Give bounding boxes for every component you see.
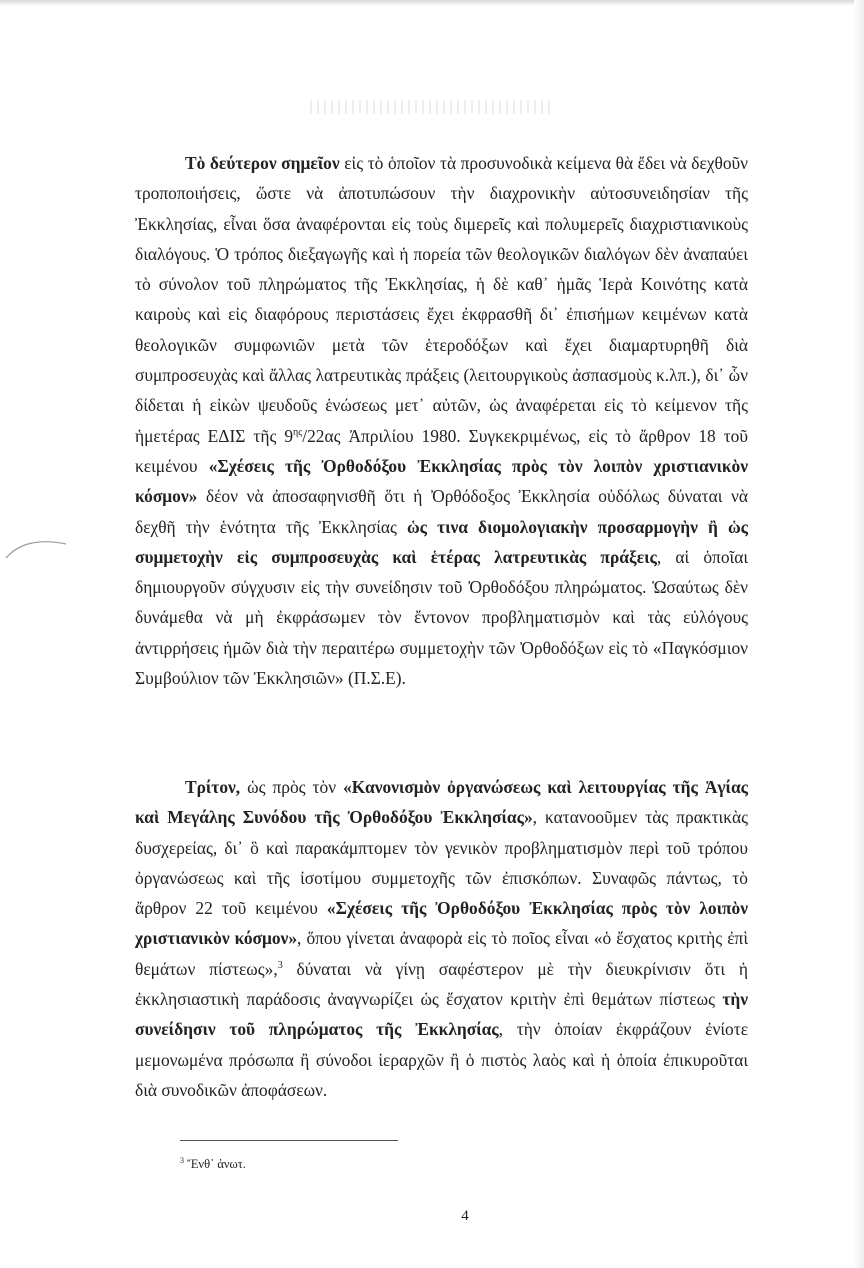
footnote-separator — [180, 1140, 398, 1141]
paragraph-regulation — [135, 772, 748, 1105]
text-run: εἰς τὸ ὁποῖον τὰ προσυνοδικὰ κείμενα θὰ ἔδει νὰ δεχθοῦν τροποποιήσεις, ὥστε νὰ ἀποτυπώσουν τὴν διαχρονικὴν αὐτοσυνειδησίαν τῆς Ἐκκλησίας, εἶναι ὅσα ἀναφέρονται εἰς τοὺς διμερεῖς καὶ πολυμερεῖς διαχριστιανικοὺς διαλόγους. Ὁ τρόπος διεξαγωγῆς καὶ ἡ πορεία τῶν θεολογικῶν διαλόγων δὲν ἀναπαύει τὸ σύνολον τοῦ πληρώματος τῆς Ἐκκλησίας, ἡ δὲ καθ᾽ ἡμᾶς Ἱερὰ Κοινότης κατὰ καιροὺς καὶ εἰς διαφόρους περιστάσεις ἔχει ἐκφρασθῆ δι᾽ ἐπισήμων κειμένων κατὰ θεολογικῶν συμφωνιῶν μετὰ τῶν ἑτεροδόξων καὶ ἔχει διαμαρτυρηθῆ διὰ συμπροσευχὰς καὶ ἄλλας λατρευτικὰς πράξεις (λειτουργικοὺς ἀσπασμοὺς κ.λπ.), δι᾽ ὧν δίδεται ἡ εἰκὼν ψευδοῦς ἑνώσεως μετ᾽ αὐτῶν, ὡς ἀναφέρεται εἰς τὸ κείμενον τῆς ἡμετέρας ΕΔΙΣ τῆς 9 — [135, 153, 748, 446]
scan-artifact — [310, 100, 550, 114]
paragraph-heading: Τρίτον, — [185, 777, 241, 797]
superscript: ης — [293, 426, 303, 438]
emphasis-run: ὡς τινα διομολογιακὴν προσαρμογὴν ἢ ὡς συμμετοχὴν εἰς συμπροσευχὰς καὶ ἑτέρας λατρευτικὰς πράξεις — [135, 516, 748, 567]
text-run: , τὴν ὁποίαν ἐκφράζουν ἐνίοτε μεμονωμένα πρόσωπα ἢ σύνοδοι ἱεραρχῶν ἢ ὁ πιστὸς λαὸς καὶ ἡ ὁποία ἐπικυροῦται διὰ συνοδικῶν ἀποφάσεων. — [135, 1019, 748, 1100]
text-run: , ὅπου γίνεται ἀναφορὰ εἰς τὸ ποῖος εἶναι «ὁ ἔσχατος κριτὴς ἐπὶ θεμάτων πίστεως», — [135, 928, 748, 979]
scan-right-edge — [854, 0, 864, 1268]
document-title-reference: «Σχέσεις τῆς Ὀρθοδόξου Ἐκκλησίας πρὸς τὸν λοιπὸν χριστιανικὸν κόσμον» — [135, 455, 748, 507]
document-title-reference: «Κανονισμὸν ὀργανώσεως καὶ λειτουργίας τῆς Ἁγίας καὶ Μεγάλης Συνόδου τῆς Ὀρθοδόξου Ἐκκλησίας» — [135, 777, 748, 828]
scan-top-edge — [0, 0, 864, 6]
text-run: δύναται νὰ γίνῃ σαφέστερον μὲ τὴν διευκρίνισιν ὅτι ἡ ἐκκλησιαστικὴ παράδοσις ἀναγνωρίζει ὡς ἔσχατον κριτὴν ἐπὶ θεμάτων πίστεως — [135, 958, 748, 1010]
footnote-number: 3 — [180, 1156, 184, 1165]
footnote — [180, 1153, 246, 1172]
paragraph-dialogues — [135, 148, 748, 693]
footnote-text: Ἔνθ᾽ ἀνωτ. — [184, 1157, 246, 1172]
text-run: , κατανοοῦμεν τὰς πρακτικὰς δυσχερείας, δι᾽ ὃ καὶ παρακάμπτομεν τὸν γενικὸν προβληματισμὸν περὶ τοῦ τρόπου ὀργανώσεως καὶ τῆς ἰσοτίμου συμμετοχῆς τῶν ἐπισκόπων. Συναφῶς πάντως, τὸ ἄρθρον 22 τοῦ κειμένου — [135, 807, 748, 919]
footnote-reference: 3 — [277, 959, 283, 971]
text-run: δέον νὰ ἀποσαφηνισθῆ ὅτι ἡ Ὀρθόδοξος Ἐκκλησία οὐδόλως δύναται νὰ δεχθῆ τὴν ἑνότητα τῆς Ἐκκλησίας — [135, 486, 748, 537]
margin-pencil-mark — [4, 536, 68, 566]
text-run: , αἱ ὁποῖαι δημιουργοῦν σύγχυσιν εἰς τὴν συνείδησιν τοῦ Ὀρθοδόξου πληρώματος. Ὡσαύτως δὲν δυνάμεθα νὰ μὴ ἐκφράσωμεν τὸν ἔντονον προβληματισμὸν καὶ τὰς εὐλόγους ἀντιρρήσεις ἡμῶν διὰ τὴν περαιτέρω συμμετοχὴν τῶν Ὀρθοδόξων εἰς τὸ «Παγκόσμιον Συμβούλιον τῶν Ἐκκλησιῶν» (Π.Σ.Ε). — [135, 546, 748, 689]
emphasis-run: τὴν συνείδησιν τοῦ πληρώματος τῆς Ἐκκλησίας — [135, 989, 748, 1040]
paragraph-heading: Τὸ δεύτερον σημεῖον — [185, 153, 340, 173]
document-title-reference: «Σχέσεις τῆς Ὀρθοδόξου Ἐκκλησίας πρὸς τὸν λοιπὸν χριστιανικὸν κόσμον» — [135, 898, 748, 949]
text-run: /22ας Ἀπριλίου 1980. Συγκεκριμένως, εἰς τὸ ἄρθρον 18 τοῦ κειμένου — [135, 425, 748, 476]
page-number: 4 — [461, 1208, 469, 1224]
text-run: ὡς πρὸς τὸν — [240, 777, 344, 797]
